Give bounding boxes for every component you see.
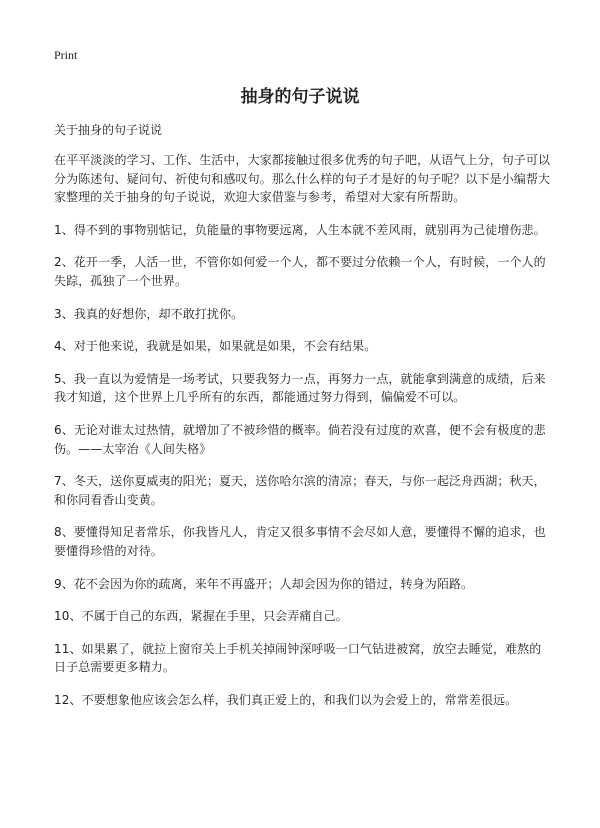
print-link[interactable]: Print <box>54 48 78 62</box>
sentence-item: 10、不属于自己的东西，紧握在手里，只会弄痛自己。 <box>54 609 348 624</box>
sentence-item: 2、花开一季，人活一世，不管你如何爱一个人，都不要过分依赖一个人，有时候，一个人的失踪，孤独了一个世界。 <box>54 255 546 288</box>
sentence-item: 5、我一直以为爱情是一场考试，只要我努力一点，再努力一点，就能拿到满意的成绩，后来我才知道，这个世界上几乎所有的东西，都能通过努力得到，偏偏爱不可以。 <box>54 371 546 405</box>
intro-paragraph: 在平平淡淡的学习、工作、生活中，大家都接触过很多优秀的句子吧，从语气上分，句子可以分为陈述句、疑问句、祈使句和感叹句。那么什么样的句子才是好的句子呢？以下是小编帮大家整理的关于抽身的句子说说，欢迎大家借鉴与参考，希望对大家有所帮助。 <box>54 153 551 205</box>
article-subtitle: 关于抽身的句子说说 <box>54 123 163 137</box>
sentence-item: 4、对于他来说，我就是如果，如果就是如果，不会有结果。 <box>54 339 377 354</box>
sentence-item: 8、要懂得知足者常乐，你我皆凡人，肯定又很多事情不会尽如人意，要懂得不懈的追求，也要懂得珍惜的对待。 <box>54 525 546 558</box>
sentence-item: 6、无论对谁太过热情，就增加了不被珍惜的概率。倘若没有过度的欢喜，便不会有极度的悲伤。——太宰治《人间失格》 <box>54 422 546 456</box>
sentence-item: 1、得不到的事物别惦记，负能量的事物要远离，人生本就不差风雨，就别再为己徒增伤悲。 <box>54 222 546 237</box>
page-title: 抽身的句子说说 <box>240 87 360 107</box>
sentence-item: 12、不要想象他应该会怎么样，我们真正爱上的，和我们以为会爱上的，常常差很远。 <box>54 692 518 707</box>
sentence-item: 11、如果累了，就拉上窗帘关上手机关掉闹钟深呼吸一口气钻进被窝，放空去睡觉，难熬的日子总需要更多精力。 <box>54 641 542 675</box>
sentence-item: 3、我真的好想你，却不敢打扰你。 <box>54 306 244 321</box>
sentence-item: 9、花不会因为你的疏离，来年不再盛开；人却会因为你的错过，转身为陌路。 <box>54 576 474 591</box>
sentence-item: 7、冬天，送你夏威夷的阳光；夏天，送你哈尔滨的清凉；春天，与你一起泛舟西湖；秋天，和你同看香山变黄。 <box>54 474 546 507</box>
